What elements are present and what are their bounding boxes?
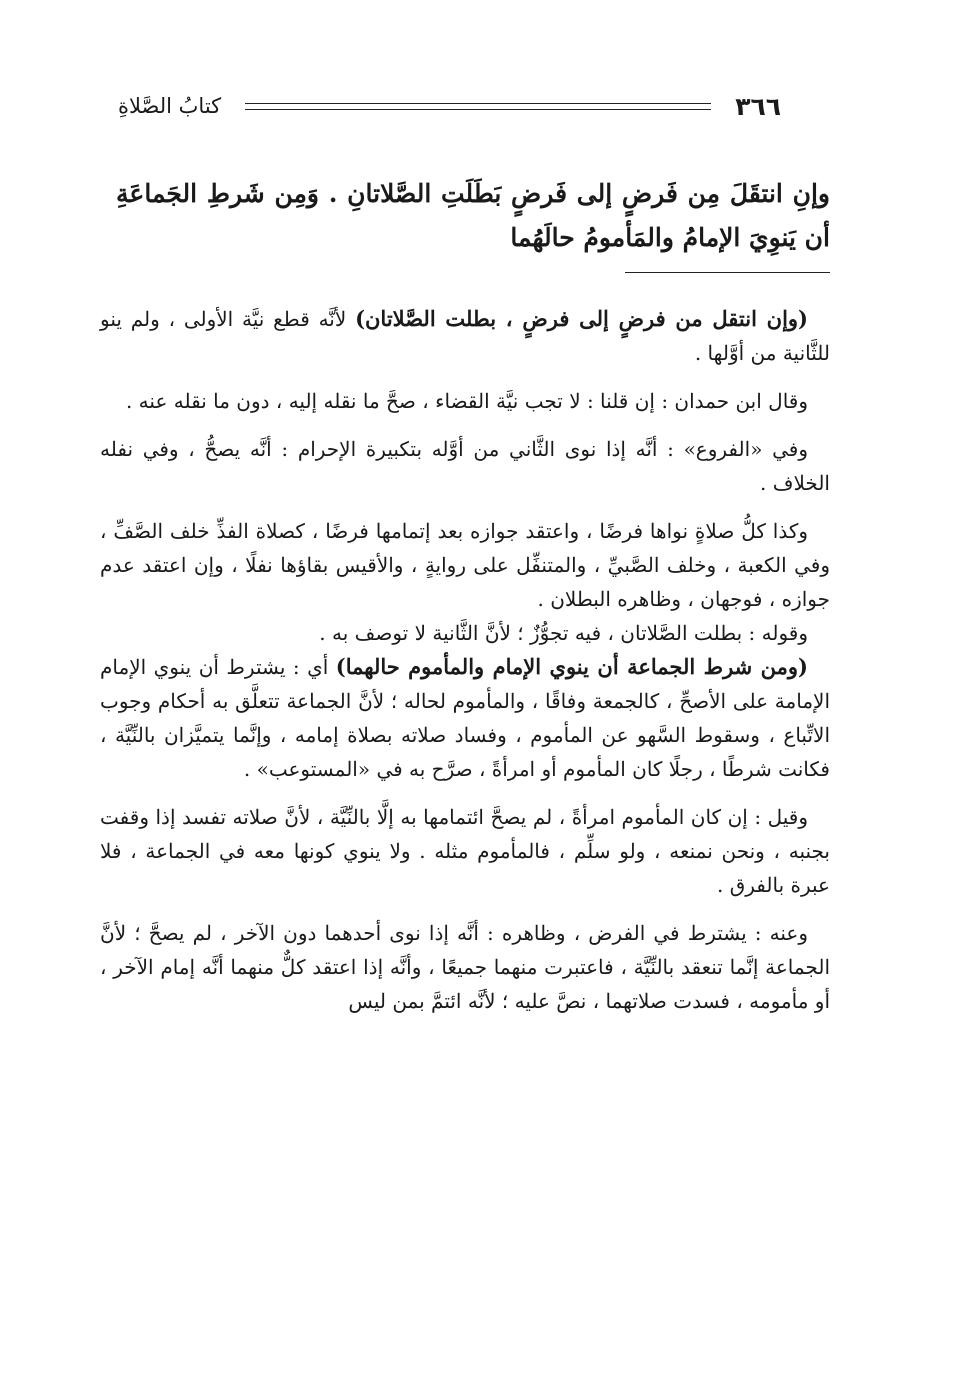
paragraph-text: وفي «الفروع» : أنَّه إذا نوى الثَّاني من أوَّله بتكبيرة الإحرام : أنَّه يصحُّ ، وفي نفله الخلاف . [100, 437, 830, 495]
commentary-paragraph [100, 384, 830, 418]
commentary [100, 302, 830, 1018]
paragraph-text: وقيل : إن كان المأموم امرأةً ، لم يصحَّ ائتمامها به إلَّا بالنِّيَّة ، لأنَّ صلاته تفسد إذا وقفت بجنبه ، ونحن نمنعه ، ولو سلِّم ، فالمأموم مثله . ولا ينوي كونها معه في الجماعة ، فلا عبرة بالفرق . [100, 805, 830, 897]
book-title: كتابُ الصَّلاةِ [118, 94, 222, 118]
paragraph-text: وكذا كلُّ صلاةٍ نواها فرضًا ، واعتقد جوازه بعد إتمامها فرضًا ، كصلاة الفذِّ خلف الصَّفِّ ، وفي الكعبة ، وخلف الصَّبيِّ ، والمتنفِّل على روايةٍ ، والأقيس بقاؤها نفلًا ، وإن اعتقد عدم جوازه ، فوجهان ، وظاهره البطلان . [100, 519, 830, 611]
matn-separator-rule [625, 272, 830, 273]
lemma: (وإن انتقل من فرضٍ إلى فرضٍ ، بطلت الصَّلاتان) [355, 306, 808, 331]
commentary-paragraph [100, 302, 830, 370]
paragraph-text: وقال ابن حمدان : إن قلنا : لا تجب نيَّة القضاء ، صحَّ ما نقله إليه ، دون ما نقله عنه . [125, 389, 808, 413]
paragraph-text: وعنه : يشترط في الفرض ، وظاهره : أنَّه إذا نوى أحدهما دون الآخر ، لم يصحَّ ؛ لأنَّ الجماعة إنَّما تنعقد بالنِّيَّة ، فاعتبرت منهما جميعًا ، وأنَّه إذا اعتقد كلٌّ منهما أنَّه إمام الآخر ، أو مأمومه ، فسدت صلاتهما ، نصَّ عليه ؛ لأنَّه ائتمَّ بمن ليس [100, 921, 830, 1013]
running-header [118, 86, 781, 126]
commentary-paragraph [100, 514, 830, 616]
header-rule [245, 103, 711, 110]
paragraph-text: لأنَّه قطع نيَّة الأولى ، ولم ينو للثَّانية من أوَّلها . [100, 307, 830, 365]
commentary-paragraph [100, 616, 830, 650]
page-number: ٣٦٦ [735, 91, 781, 121]
matn-text: وإنِ انتقَلَ مِن فَرضٍ إلى فَرضٍ بَطَلَتِ الصَّلاتانِ . وَمِن شَرطِ الجَماعَةِ أن يَنوِيَ الإمامُ والمَأمومُ حالَهُما [116, 179, 830, 252]
paragraph-text: أي : يشترط أن ينوي الإمام الإمامة على الأصحِّ ، كالجمعة وفاقًا ، والمأموم لحاله ؛ لأنَّ الجماعة تتعلَّق به أحكام وجوب الاتِّباع ، وسقوط السَّهو عن المأموم ، وفساد صلاته بصلاة إمامه ، وإنَّما يتميَّزان بالنِّيَّة ، فكانت شرطًا ، رجلًا كان المأموم أو امرأةً ، صرَّح به في «المستوعب» . [100, 655, 830, 781]
commentary-paragraph [100, 432, 830, 500]
commentary-paragraph [100, 916, 830, 1018]
lemma: (ومن شرط الجماعة أن ينوي الإمام والمأموم حالهما) [335, 654, 808, 679]
paragraph-text: وقوله : بطلت الصَّلاتان ، فيه تجوُّزٌ ؛ لأنَّ الثَّانية لا توصف به . [319, 621, 808, 645]
commentary-paragraph [100, 650, 830, 786]
commentary-paragraph [100, 800, 830, 902]
